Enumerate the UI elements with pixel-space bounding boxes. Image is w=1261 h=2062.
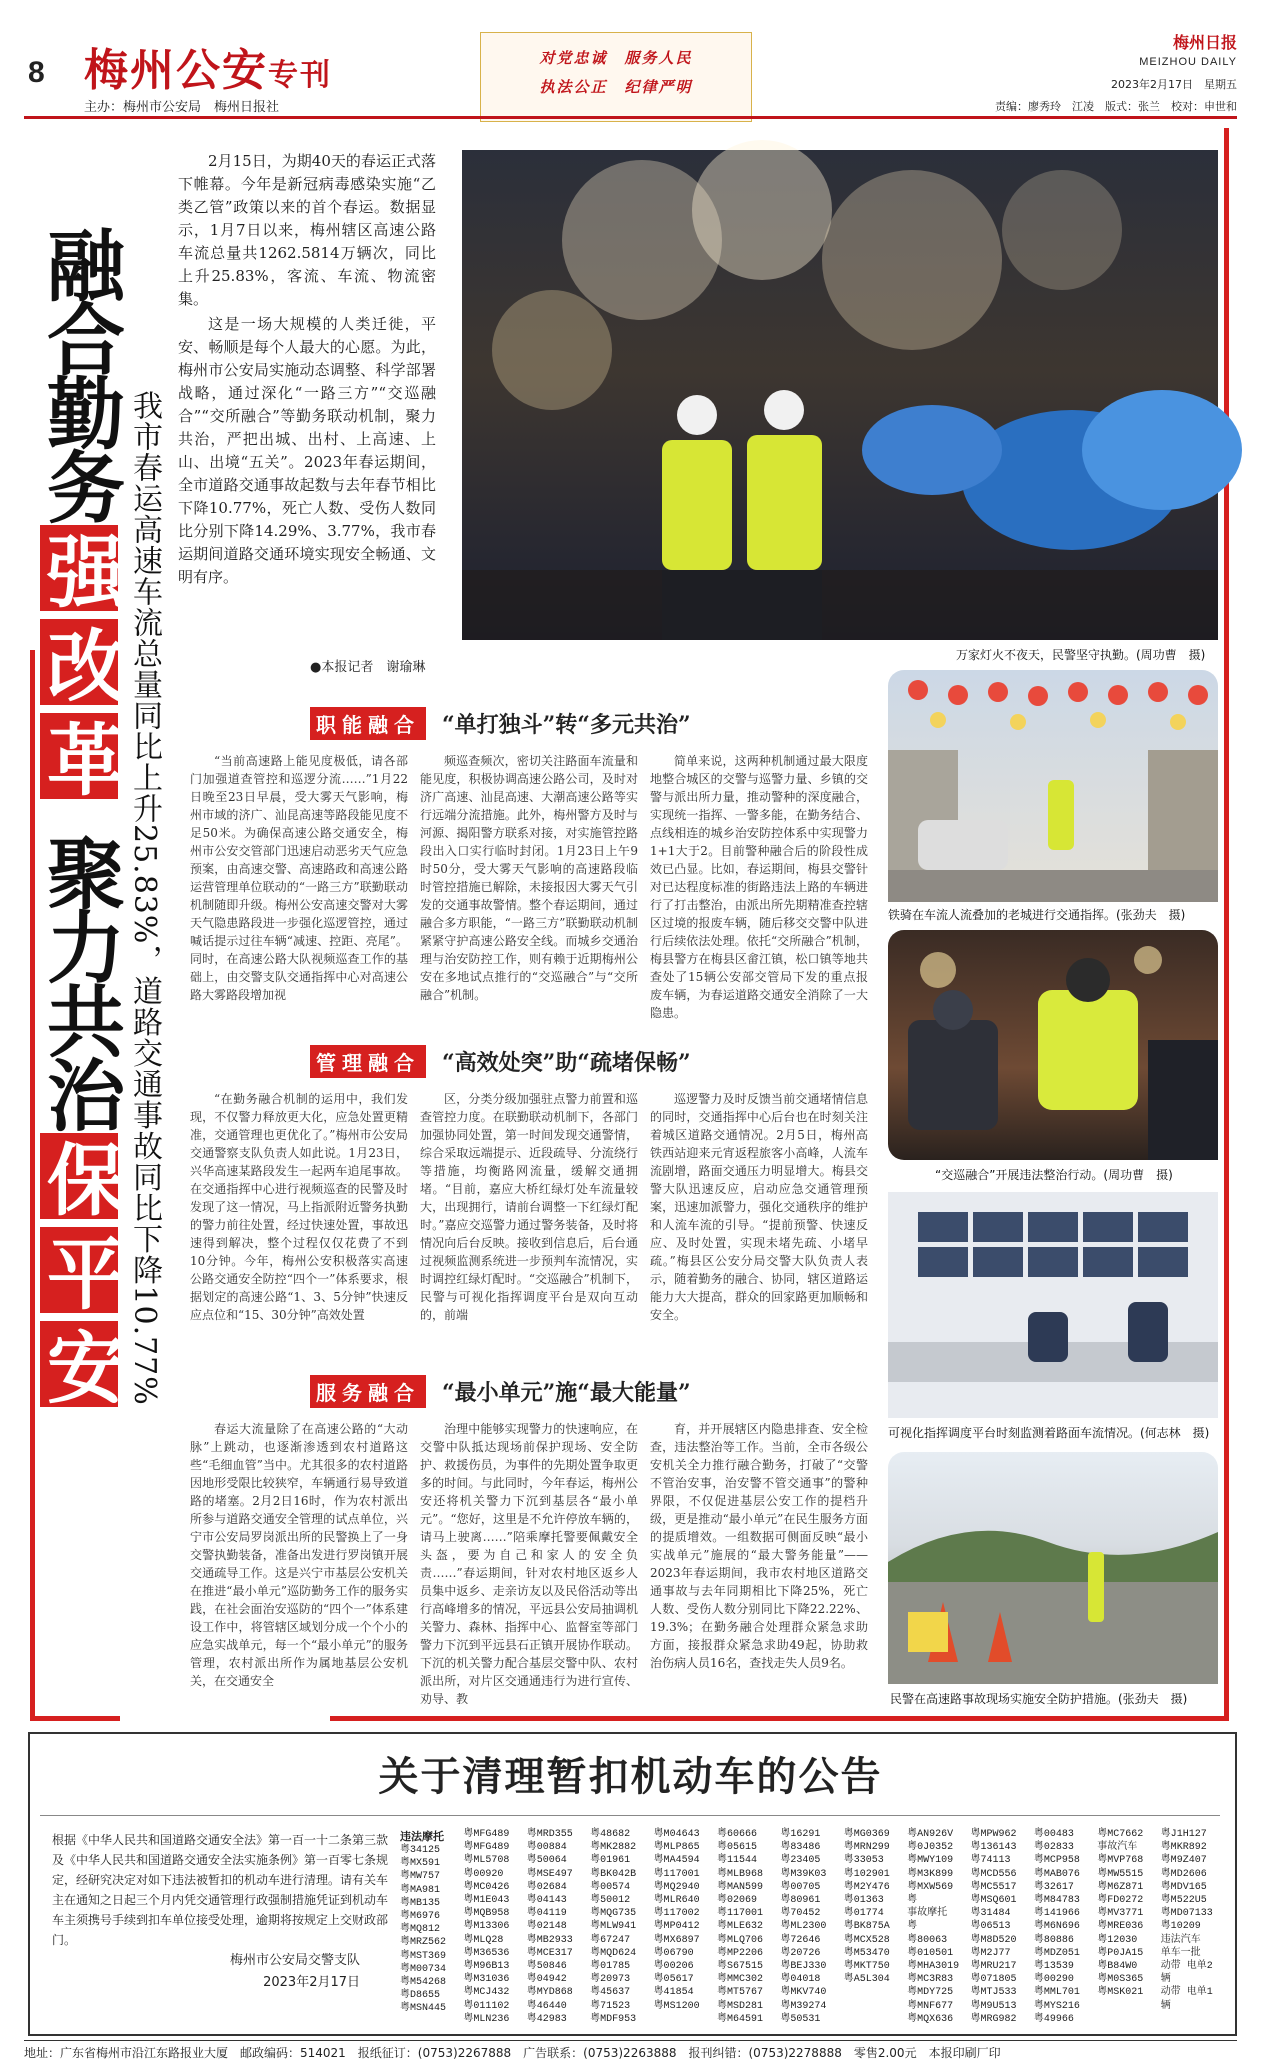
plate-number: 粤MA4594 bbox=[653, 1855, 700, 1867]
fireworks-photo bbox=[462, 150, 1218, 640]
plate-number: 粤MCX528 bbox=[843, 1934, 890, 1946]
lead-paragraph: 这是一场大规模的人类迁徙，平安、畅顺是每个人最大的心愿。为此，梅州市公安局实施动态调整、科学部署战略，通过深化“一路三方”“交巡融合”“交所融合”等勤务联动机制，聚力共治，严把出城、出村、上高速、上山、出境“五关”。2023年春运期间，全市道路交通事故起数与去年春节相比下降10.77%，死亡人数、受伤人数同比分别下降14.29%、3.77%，我市春运期间道路交通环境实现安全畅通、文明有序。 bbox=[178, 315, 436, 586]
plate-number: 粤117001 bbox=[653, 1868, 700, 1880]
plate-number: 粤02148 bbox=[526, 1921, 567, 1933]
paper-logo: 梅州日报 bbox=[1172, 33, 1237, 52]
plate-number: 粤M04643 bbox=[653, 1829, 700, 1840]
plate-number: 粤M13306 bbox=[463, 1921, 510, 1933]
slogan-banner bbox=[480, 32, 752, 122]
plate-number: 粤MAB076 bbox=[1033, 1868, 1080, 1880]
plate-number: 粤MV3771 bbox=[1097, 1908, 1144, 1920]
plate-number: 单车一批 bbox=[1160, 1947, 1201, 1959]
plate-number: 粤M39274 bbox=[780, 2000, 827, 2012]
plate-column bbox=[716, 1828, 776, 2025]
plate-number: 粤00920 bbox=[463, 1868, 504, 1880]
plate-number: 粤MRU217 bbox=[970, 1961, 1017, 1973]
plate-number: 粤05617 bbox=[653, 1974, 694, 1986]
plate-number: 粤MVP768 bbox=[1097, 1855, 1144, 1867]
hosts-line: 主办：梅州市公安局 梅州日报社 bbox=[84, 100, 280, 115]
plate-number: 粤MLP865 bbox=[653, 1842, 700, 1854]
article-paragraph: 春运大流量除了在高速公路的“大动脉”上跳动，也逐渐渗透到农村道路这些“毛细血管”当中。尤其很多的农村道路因地形受限比较狭窄，车辆通行易导致道路的堵塞。2月2日16时，作为农村派出所参与道路交通安全管理的试点单位，兴宁市公安局罗岗派出所的民警换上了一身交警执勤装备，准备出发进行罗岗镇开展交通疏导工作。这是兴宁市基层公安机关在推进“最小单元”巡防勤务工作的服务实践，在社会面治安巡防的“四个一”体系建设工作中，将管辖区域划分成一个个小的应急实战单元，每一个“最小单元”的服务管理，农村派出所作为属地基层公安机关，在交通安全 bbox=[190, 1422, 408, 1688]
article-paragraph: 简单来说，这两种机制通过最大限度地整合城区的交警与巡警力量、乡镇的交警与派出所力量，推动警种的深度融合，实现统一指挥、一警多能，在勤务结合、点线相连的城乡治安防控体系中实现警力1+1大于2。目前警种融合后的阶段性成效已凸显。比如，春运期间，梅县交警针对已达程度标准的街路违法上路的车辆进行了打击整治，由派出所先期精准查控辖区过境的报废车辆，随后移交交警中队进行后续依法处理。依托“交所融合”机制，梅县警方在梅县区畲江镇，松口镇等地共查处了15辆公安部交管局下发的重点报废车辆，为春运道路交通安全消除了一大隐患。 bbox=[650, 754, 868, 1020]
slogan-line-2: 执法公正 纪律严明 bbox=[539, 78, 693, 96]
plate-number: 粤MW757 bbox=[400, 1871, 441, 1883]
plate-number: 粤20726 bbox=[780, 1947, 821, 1959]
fireworks-caption: 万家灯火不夜天，民警坚守执勤。(周功曹 摄) bbox=[956, 648, 1206, 662]
plate-number: 粤MKR892 bbox=[1160, 1842, 1207, 1854]
plate-number: 粤MDV165 bbox=[1160, 1881, 1207, 1893]
plate-number: 粤MC3R83 bbox=[907, 1974, 954, 1986]
article-paragraph: 育，并开展辖区内隐患排查、安全检查，违法整治等工作。当前，全市各级公安机关全力推行融合勤务，打破了“交警不管治安事，治安警不管交通事”的警种界限，不仅促进基层公安工作的提档升级，更是推动“最小单元”在民生服务方面的提质增效。一组数据可侧面反映“最小实战单元”施展的“最大警务能量”——2023年春运期间，我市农村地区道路交通事故与去年同期相比下降25%，死亡人数、受伤人数分别同比下降22.22%、19.3%；在勤务融合处理群众紧急求助方面，接报群众紧急求助49起，协助救治伤病人员16名，查找走失人员9名。 bbox=[650, 1422, 868, 1670]
plate-column bbox=[1033, 1828, 1093, 2025]
plate-number: 粤BEJ330 bbox=[780, 1961, 827, 1973]
plate-number: 粤MTJ533 bbox=[970, 1987, 1017, 1999]
plate-number: 粤00483 bbox=[1033, 1829, 1074, 1840]
plate-number: 粤05615 bbox=[716, 1842, 757, 1854]
plate-number: 粤50064 bbox=[526, 1855, 567, 1867]
section-1-col-1 bbox=[190, 752, 408, 1032]
plate-column bbox=[970, 1828, 1030, 2025]
editors-line: 责编：廖秀玲 江凌 版式：张兰 校对：申世和 bbox=[995, 100, 1237, 113]
town-caption: 铁骑在车流人流叠加的老城进行交通指挥。(张劲夫 摄) bbox=[888, 908, 1186, 922]
plate-number: 粤FD0272 bbox=[1097, 1895, 1144, 1907]
plate-number: 粤 bbox=[907, 1895, 918, 1907]
plate-number: 粤M54268 bbox=[400, 1977, 447, 1989]
section-2-col-1 bbox=[190, 1090, 408, 1380]
plate-number: 粤M9Z407 bbox=[1160, 1855, 1207, 1867]
plate-number: 粤06790 bbox=[653, 1947, 694, 1959]
plate-number: 粤MC0426 bbox=[463, 1881, 510, 1893]
plate-number: 粤48682 bbox=[590, 1829, 631, 1840]
plate-number: 粤MYD868 bbox=[526, 1987, 573, 1999]
plate-column bbox=[463, 1828, 522, 2025]
plate-number: 粤MLR640 bbox=[653, 1895, 700, 1907]
plate-number: 粤50846 bbox=[526, 1961, 567, 1973]
inspection-caption: “交巡融合”开展违法整治行动。(周功曹 摄) bbox=[935, 1168, 1173, 1182]
plate-number: 粤MC7662 bbox=[1097, 1829, 1144, 1840]
section-2-col-2 bbox=[420, 1090, 638, 1380]
plate-number: 粤M96B13 bbox=[463, 1961, 510, 1973]
plate-number: 粤MD07133 bbox=[1160, 1908, 1213, 1920]
plate-number: 粤01961 bbox=[590, 1855, 631, 1867]
plate-number: 粤67247 bbox=[590, 1934, 631, 1946]
plate-number: 粤MDY725 bbox=[907, 1987, 954, 1999]
plate-number: 粤MP0412 bbox=[653, 1921, 700, 1933]
plate-number: 粤141966 bbox=[1033, 1908, 1080, 1920]
plate-number: 粤ML2300 bbox=[780, 1921, 827, 1933]
plate-number: 粤P0JA15 bbox=[1097, 1947, 1144, 1959]
plate-column bbox=[1097, 1828, 1156, 2018]
plate-number: 粤00574 bbox=[590, 1881, 631, 1893]
monitor-caption: 可视化指挥调度平台时刻监测着路面车流情况。(何志林 摄) bbox=[888, 1426, 1210, 1440]
slogan-line-1: 对党忠诚 服务人民 bbox=[539, 49, 693, 67]
notice-body: 根据《中华人民共和国道路交通安全法》第一百一十二条第三款及《中华人民共和国道路交通安全法实施条例》第一百零七条规定，经研究决定对如下违法被暂扣的机动车进行清理。请有关车主在通知之日起三个月内凭交通管理行政强制措施凭证到机动车车主须携号手续到扣车单位接受处理，逾期将按规定上交财政部门。 bbox=[52, 1833, 389, 1947]
highway-caption: 民警在高速路事故现场实施安全防护措施。(张劲夫 摄) bbox=[890, 1692, 1188, 1706]
plate-number: 粤MQ812 bbox=[400, 1924, 441, 1936]
plate-number: 粤MP2206 bbox=[716, 1947, 763, 1959]
plate-number: 粤M00734 bbox=[400, 1963, 447, 1975]
page-number: 8 bbox=[28, 56, 45, 89]
plate-number: 粤16291 bbox=[780, 1829, 821, 1840]
plate-number: 粤MSE497 bbox=[526, 1868, 573, 1880]
plate-column bbox=[1161, 1828, 1220, 2018]
section-2-title: “高效处突”助“疏堵保畅” bbox=[442, 1049, 691, 1076]
plate-number: 粤MKV740 bbox=[780, 1987, 827, 1999]
plate-number: 粤13539 bbox=[1033, 1961, 1074, 1973]
plate-number: 粤20973 bbox=[590, 1974, 631, 1986]
paper-name-en: MEIZHOU DAILY bbox=[1139, 56, 1237, 68]
section-2-tag: 管理融合 bbox=[310, 1045, 426, 1078]
plate-number: 粤MSN445 bbox=[400, 2003, 447, 2015]
headline-part-2: 聚力共治 bbox=[34, 833, 125, 1129]
plate-number: 粤B84W0 bbox=[1097, 1961, 1138, 1973]
section-3-col-2 bbox=[420, 1420, 638, 1710]
plate-number: 粤071805 bbox=[970, 1974, 1017, 1986]
plate-number: 粤04018 bbox=[780, 1974, 821, 1986]
section-3-col-1 bbox=[190, 1420, 408, 1710]
plate-number: 粤74113 bbox=[970, 1855, 1011, 1867]
plate-number: 粤M36536 bbox=[463, 1947, 510, 1959]
plate-number: 粤12030 bbox=[1097, 1934, 1138, 1946]
monitor-illustration bbox=[888, 1192, 1218, 1418]
plate-number: 粤00705 bbox=[780, 1881, 821, 1893]
plate-number: 粤60666 bbox=[716, 1829, 757, 1840]
plate-number: 粤M64591 bbox=[716, 2013, 763, 2025]
plate-number: 粤MB2933 bbox=[526, 1934, 573, 1946]
plate-number: 粤41854 bbox=[653, 1987, 694, 1999]
plate-number: 粤136143 bbox=[970, 1842, 1017, 1854]
notice-divider bbox=[40, 1815, 1220, 1816]
plate-number: 粤MKT750 bbox=[843, 1961, 890, 1973]
section-1-tag: 职能融合 bbox=[310, 707, 426, 740]
plate-number: 粤M6Z871 bbox=[1097, 1881, 1144, 1893]
plate-number: 粤MDZ051 bbox=[1033, 1947, 1080, 1959]
plate-number: 粤02833 bbox=[1033, 1842, 1074, 1854]
plate-number: 粤72646 bbox=[780, 1934, 821, 1946]
plate-number: 粤23405 bbox=[780, 1855, 821, 1867]
plate-number: 粤MRG982 bbox=[970, 2013, 1017, 2025]
plate-number: 粤MK2882 bbox=[590, 1842, 637, 1854]
plate-number: 粤10209 bbox=[1160, 1921, 1201, 1933]
plate-column bbox=[654, 1828, 713, 2018]
headline-box-char: 保 bbox=[40, 1133, 118, 1219]
plate-number: 粤M31036 bbox=[463, 1974, 510, 1986]
section-1-col-2 bbox=[420, 752, 638, 1032]
plate-number: 粤MXW569 bbox=[907, 1881, 954, 1893]
headline-box-char: 平 bbox=[40, 1227, 118, 1313]
highway-photo bbox=[888, 1452, 1218, 1684]
plate-number: 粤MD2606 bbox=[1160, 1868, 1207, 1880]
plate-number: 粤42983 bbox=[526, 2013, 567, 2025]
plate-number: 粤02069 bbox=[716, 1895, 757, 1907]
plate-number: 粤MFG489 bbox=[463, 1829, 510, 1840]
notice-title: 关于清理暂扣机动车的公告 bbox=[378, 1753, 883, 1800]
plate-number: 粤MRE036 bbox=[1097, 1921, 1144, 1933]
plate-number: 粤A5L304 bbox=[843, 1974, 890, 1986]
plate-number: 粤MNF677 bbox=[907, 2000, 954, 2012]
plate-number: 事故摩托 bbox=[907, 1908, 948, 1920]
header-rule bbox=[24, 116, 1237, 119]
plate-number: 粤01363 bbox=[843, 1895, 884, 1907]
plate-number: 粤ML5708 bbox=[463, 1855, 510, 1867]
section-1-col-3 bbox=[650, 752, 868, 1032]
plate-number: 粤01774 bbox=[843, 1908, 884, 1920]
plate-number: 粤MLN236 bbox=[463, 2013, 510, 2025]
article-paragraph: 治理中能够实现警力的快速响应，在交警中队抵达现场前保护现场、安全防护、救援伤员，为事件的先期处置争取更多的时间。与此同时，今年春运，梅州公安还将机关警力下沉到基层各“最小单元”。“您好，这里是不允许停放车辆的，请马上驶离……”陪乘摩托警要佩戴安全头盔，要为自己和家人的安全负责……”春运期间，针对农村地区返乡人员集中返乡、走亲访友以及民俗活动等出行高峰增多的情况，平远县公安局抽调机关警力、森林、指挥中心、监督室等部门警力下沉到平远县石正镇开展协作联动。下沉的机关警力配合基层交警中队、农村派出所，对片区交通通违行为进行宣传、劝导、教 bbox=[420, 1422, 638, 1706]
plate-number: 粤71523 bbox=[590, 2000, 631, 2012]
plate-number: 粤MX6897 bbox=[653, 1934, 700, 1946]
plate-number: 粤M2J77 bbox=[970, 1947, 1011, 1959]
plate-number: 粤11544 bbox=[716, 1855, 757, 1867]
plate-number: 粤MAN599 bbox=[716, 1881, 763, 1893]
notice-signature bbox=[230, 1950, 360, 1994]
plate-number: 粤34125 bbox=[400, 1845, 441, 1856]
plate-number: 粤31484 bbox=[970, 1908, 1011, 1920]
plate-number: 粤MWY109 bbox=[907, 1855, 954, 1867]
footer-address: 地址：广东省梅州市沿江东路报业大厦 邮政编码：514021 报纸征订：(0753)2267888 广告联系：(0753)2263888 报刊纠错：(0753)2278888 零售2.00元 本报印刷厂印 bbox=[24, 2040, 1237, 2061]
inspection-illustration bbox=[888, 930, 1218, 1160]
plate-column bbox=[780, 1828, 839, 2025]
plate-number: 粤AN926V bbox=[907, 1829, 954, 1840]
fireworks-illustration bbox=[462, 150, 1218, 640]
plate-number: 粤MPW962 bbox=[970, 1829, 1017, 1840]
plate-number: 粤102901 bbox=[843, 1868, 890, 1880]
plate-number: 粤MCJ432 bbox=[463, 1987, 510, 1999]
plate-number: 粤010501 bbox=[907, 1947, 954, 1959]
plate-number: 粤46440 bbox=[526, 2000, 567, 2012]
plate-number: 粤M0S365 bbox=[1097, 1974, 1144, 1986]
inspection-photo bbox=[888, 930, 1218, 1160]
plate-number: 粤02684 bbox=[526, 1881, 567, 1893]
monitor-photo bbox=[888, 1192, 1218, 1418]
plate-column-heading: 违法摩托 bbox=[400, 1830, 444, 1843]
plate-number: 粤MC5517 bbox=[970, 1881, 1017, 1893]
plate-number: 粤04942 bbox=[526, 1974, 567, 1986]
plate-number: 动带 电单1辆 bbox=[1160, 1987, 1213, 2012]
plate-number: 粤MRN299 bbox=[843, 1842, 890, 1854]
section-3-tag: 服务融合 bbox=[310, 1375, 426, 1408]
plate-number: 粤MCP958 bbox=[1033, 1855, 1080, 1867]
plate-number: 粤BK875A bbox=[843, 1921, 890, 1933]
section-2-header bbox=[310, 1046, 691, 1076]
section-1-header bbox=[310, 708, 691, 738]
headline-box-char: 革 bbox=[40, 713, 118, 799]
plate-number: 粤M39K03 bbox=[780, 1868, 827, 1880]
plate-number: 粤06513 bbox=[970, 1921, 1011, 1933]
plate-number: 粤M522U5 bbox=[1160, 1895, 1207, 1907]
plate-number: 粤M3K899 bbox=[907, 1868, 954, 1880]
plate-number: 粤MW5515 bbox=[1097, 1868, 1144, 1880]
plate-number: 粤80063 bbox=[907, 1934, 948, 1946]
plate-column bbox=[590, 1828, 649, 2025]
plate-number: 粤MT5767 bbox=[716, 1987, 763, 1999]
article-paragraph: 频巡查频次，密切关注路面车流量和能见度，积极协调高速公路公司，及时对济广高速、汕昆高速、大潮高速公路等实行远端分流措施。此外，梅州警方及时与河源、揭阳警方联系对接，对实施管控路段出入口实行临时封闭。1月23日上午9时50分，受大雾天气影响的高速路段临时管控措施已解除，未接报因大雾天气引发的交通事故警情。整个春运期间，通过融合多方职能，“一路三方”联勤联动机制紧紧守护高速公路安全线。而城乡交通治理与治安防控工作，则有赖于近期梅州公安在多地试点推行的“交巡融合”与“交所融合”机制。 bbox=[420, 754, 638, 1002]
plate-number: 粤70452 bbox=[780, 1908, 821, 1920]
plate-number: 粤011102 bbox=[463, 2000, 510, 2012]
plate-number: 粤MSD281 bbox=[716, 2000, 763, 2012]
section-3-header bbox=[310, 1376, 691, 1406]
section-2-col-3 bbox=[650, 1090, 868, 1380]
plate-number: 粤04143 bbox=[526, 1895, 567, 1907]
notice-date: 2023年2月17日 bbox=[263, 1975, 361, 1990]
plate-number: 粤MQG735 bbox=[590, 1908, 637, 1920]
article-paragraph: “当前高速路上能见度极低，请各部门加强道查管控和巡逻分流……”1月22日晚至23日早晨，受大雾天气影响，梅州市域的济广、汕昆高速等路段能见度不足50米。为确保高速公路交通安全，梅州市公安交管部门迅速启动恶劣天气应急预案，由高速交警、高速路政和高速公路运营管理单位联动的“一路三方”联勤联动机制随即升级。梅州公安高速交警对大雾天气隐患路段进一步强化巡逻管控，通过喊话提示过往车辆“减速、控距、亮尾”。同时，在高速公路大队视频巡查工作的基础上，由交警支队交通指挥中心对高速公路大雾路段增加视 bbox=[190, 754, 408, 1002]
plate-list bbox=[400, 1828, 1220, 2025]
plate-number: 粤MRD355 bbox=[526, 1829, 573, 1840]
plate-number: 粤MLB968 bbox=[716, 1868, 763, 1880]
plate-number: 粤MLQ28 bbox=[463, 1934, 504, 1946]
plate-number: 粤MS1200 bbox=[653, 2000, 700, 2012]
headline-box-char: 改 bbox=[40, 619, 118, 705]
plate-number: 粤117001 bbox=[716, 1908, 763, 1920]
plate-number: 粤MG0369 bbox=[843, 1829, 890, 1840]
masthead bbox=[84, 34, 332, 98]
plate-column bbox=[907, 1828, 966, 2025]
plate-number: 粤M6976 bbox=[400, 1911, 441, 1923]
plate-number: 粤33053 bbox=[843, 1855, 884, 1867]
plate-number: 粤M2Y476 bbox=[843, 1881, 890, 1893]
plate-number: 粤MQ2940 bbox=[653, 1881, 700, 1893]
plate-number: 粤MSQ601 bbox=[970, 1895, 1017, 1907]
plate-number: 粤MQB958 bbox=[463, 1908, 510, 1920]
plate-number: 粤32617 bbox=[1033, 1881, 1074, 1893]
masthead-title: 梅州公安 bbox=[84, 45, 268, 96]
plate-number: 粤50012 bbox=[590, 1895, 631, 1907]
plate-number: 粤 bbox=[907, 1921, 918, 1933]
section-1-title: “单打独斗”转“多元共治” bbox=[442, 711, 691, 738]
article-paragraph: “在勤务融合机制的运用中，我们发现，不仅警力释放更大化，应急处置更精准，交通管理也更优化了。”梅州市公安局交通警察支队负责人如此说。1月23日，兴华高速某路段发生一起两车追尾事故。在交通指挥中心进行视频巡查的民警及时发现了这一情况，马上指派附近警务执勤的警力前往处置，经过快速处置，事故迅速得到解决，整个过程仅仅花费了不到10分钟。今年，梅州公安积极落实高速公路交通安全防控“四个一”体系要求，根据划定的高速公路“1、3、5分钟”快速反应点位和“15、30分钟”高效处置 bbox=[190, 1092, 408, 1322]
issue-date: 2023年2月17日 星期五 bbox=[1111, 78, 1237, 91]
plate-number: 粤MLQ706 bbox=[716, 1934, 763, 1946]
plate-number: 粤45637 bbox=[590, 1987, 631, 1999]
plate-number: 粤MCD556 bbox=[970, 1868, 1017, 1880]
plate-number: 粤MMC302 bbox=[716, 1974, 763, 1986]
plate-number: 粤01785 bbox=[590, 1961, 631, 1973]
town-illustration bbox=[888, 670, 1218, 902]
plate-column bbox=[844, 1828, 903, 2018]
section-3-col-3 bbox=[650, 1420, 868, 1710]
plate-number: 粤83486 bbox=[780, 1842, 821, 1854]
plate-number: 粤MRZ562 bbox=[400, 1937, 447, 1949]
plate-number: 粤117002 bbox=[653, 1908, 700, 1920]
plate-number: 粤M84783 bbox=[1033, 1895, 1080, 1907]
plate-number: 粤MQX636 bbox=[907, 2013, 954, 2025]
notice-signer: 梅州市公安局交警支队 bbox=[230, 1953, 361, 1968]
plate-number: 事故汽车 bbox=[1097, 1842, 1138, 1854]
plate-number: 粤MX591 bbox=[400, 1858, 441, 1870]
frame-bar-bottom-left bbox=[30, 1716, 120, 1721]
plate-number: 粤04119 bbox=[526, 1908, 567, 1920]
plate-number: 粤00290 bbox=[1033, 1974, 1074, 1986]
headline-box-char: 强 bbox=[40, 525, 118, 611]
plate-number: 粤00884 bbox=[526, 1842, 567, 1854]
town-photo bbox=[888, 670, 1218, 902]
plate-number: 违法汽车 bbox=[1160, 1934, 1201, 1946]
plate-number: 粤MML701 bbox=[1033, 1987, 1080, 1999]
plate-column bbox=[526, 1828, 586, 2025]
plate-number: 粤80886 bbox=[1033, 1934, 1074, 1946]
plate-number: 粤MSK021 bbox=[1097, 1987, 1144, 1999]
main-headline bbox=[28, 225, 125, 1411]
plate-number: 粤M53470 bbox=[843, 1947, 890, 1959]
lead-article bbox=[178, 150, 436, 591]
plate-number: 粤D8655 bbox=[400, 1990, 441, 2002]
plate-number: 粤M6N696 bbox=[1033, 1921, 1080, 1933]
plate-number: 粤MQD624 bbox=[590, 1947, 637, 1959]
byline: ●本报记者 谢瑜琳 bbox=[310, 660, 426, 675]
plate-number: 粤MLE632 bbox=[716, 1921, 763, 1933]
frame-bar-bottom bbox=[330, 1716, 1229, 1721]
masthead-suffix: 专刊 bbox=[268, 58, 332, 93]
plate-number: 粤MYS216 bbox=[1033, 2000, 1080, 2012]
plate-number: 粤M1E043 bbox=[463, 1895, 510, 1907]
plate-number: 粤0J0352 bbox=[907, 1842, 954, 1854]
plate-number: 粤MCE317 bbox=[526, 1947, 573, 1959]
frame-bar-right bbox=[1224, 128, 1229, 1720]
plate-number: 粤MB135 bbox=[400, 1897, 441, 1909]
highway-illustration bbox=[888, 1452, 1218, 1684]
plate-number: 粤49966 bbox=[1033, 2013, 1074, 2025]
plate-number: 粤80961 bbox=[780, 1895, 821, 1907]
plate-number: 粤50531 bbox=[780, 2013, 821, 2025]
plate-column bbox=[400, 1828, 459, 2018]
subheadline: 我市春运高速车流总量同比上升25.83%，道路交通事故同比下降10.77% bbox=[127, 390, 162, 1406]
plate-number: 粤J1H127 bbox=[1160, 1829, 1207, 1840]
lead-paragraph: 2月15日，为期40天的春运正式落下帷幕。今年是新冠病毒感染实施“乙类乙管”政策以来的首个春运。数据显示，1月7日以来，梅州辖区高速公路车流总量共1262.5814万辆次，同比上升25.83%，客流、车流、物流密集。 bbox=[178, 152, 436, 308]
plate-number: 动带 电单2辆 bbox=[1160, 1961, 1213, 1986]
plate-number: 粤MHA3019 bbox=[907, 1961, 960, 1973]
plate-number: 粤MA981 bbox=[400, 1884, 441, 1896]
plate-number: 粤S67515 bbox=[716, 1961, 763, 1973]
headline-box-char: 安 bbox=[40, 1321, 118, 1407]
plate-number: 粤BK042B bbox=[590, 1868, 637, 1880]
section-3-title: “最小单元”施“最大能量” bbox=[442, 1379, 691, 1406]
plate-number: 粤MLW941 bbox=[590, 1921, 637, 1933]
plate-number: 粤00206 bbox=[653, 1961, 694, 1973]
article-paragraph: 区，分类分级加强驻点警力前置和巡查管控力度。在联勤联动机制下，各部门加强协同处置，第一时间发现交通警情，综合采取远端提示、近段疏导、分流绕行等措施，均衡路网流量，缓解交通拥堵。“目前，嘉应大桥红绿灯处车流量较大，出现拥行，请前台调整一下红绿灯配时。”嘉应交巡警力通过警务装备，及时将情况向后台反映。接收到信息后，后台通过视频监测系统进一步预判车流情况，实时调控红绿灯配时。“交巡融合”机制下，民警与可视化指挥调度平台是双向互动的，前端 bbox=[420, 1092, 638, 1322]
article-paragraph: 巡逻警力及时反馈当前交通堵情信息的同时，交通指挥中心后台也在时刻关注着城区道路交通情况。2月5日，梅州高铁西站迎来元宵返程旅客小高峰，人流车流剧增，路面交通压力明显增大。梅县交警大队迅速反应，启动应急交通管理预案，迅速加派警力，强化交通秩序的维护和人流车流的引导。“提前预警、快速反应、及时处置，实现未堵先疏、小堵早疏。”梅县区公安分局交警大队负责人表示，随着勤务的融合、协同，辖区道路运能力大大提高，群众的回家路更加顺畅和安全。 bbox=[650, 1092, 868, 1322]
plate-number: 粤M9U513 bbox=[970, 2000, 1017, 2012]
plate-number: 粤M8D520 bbox=[970, 1934, 1017, 1946]
plate-number: 粤MFG489 bbox=[463, 1842, 510, 1854]
plate-number: 粤MDF953 bbox=[590, 2013, 637, 2025]
headline-part-1: 融合勤务 bbox=[34, 225, 125, 521]
plate-number: 粤MST369 bbox=[400, 1950, 447, 1962]
